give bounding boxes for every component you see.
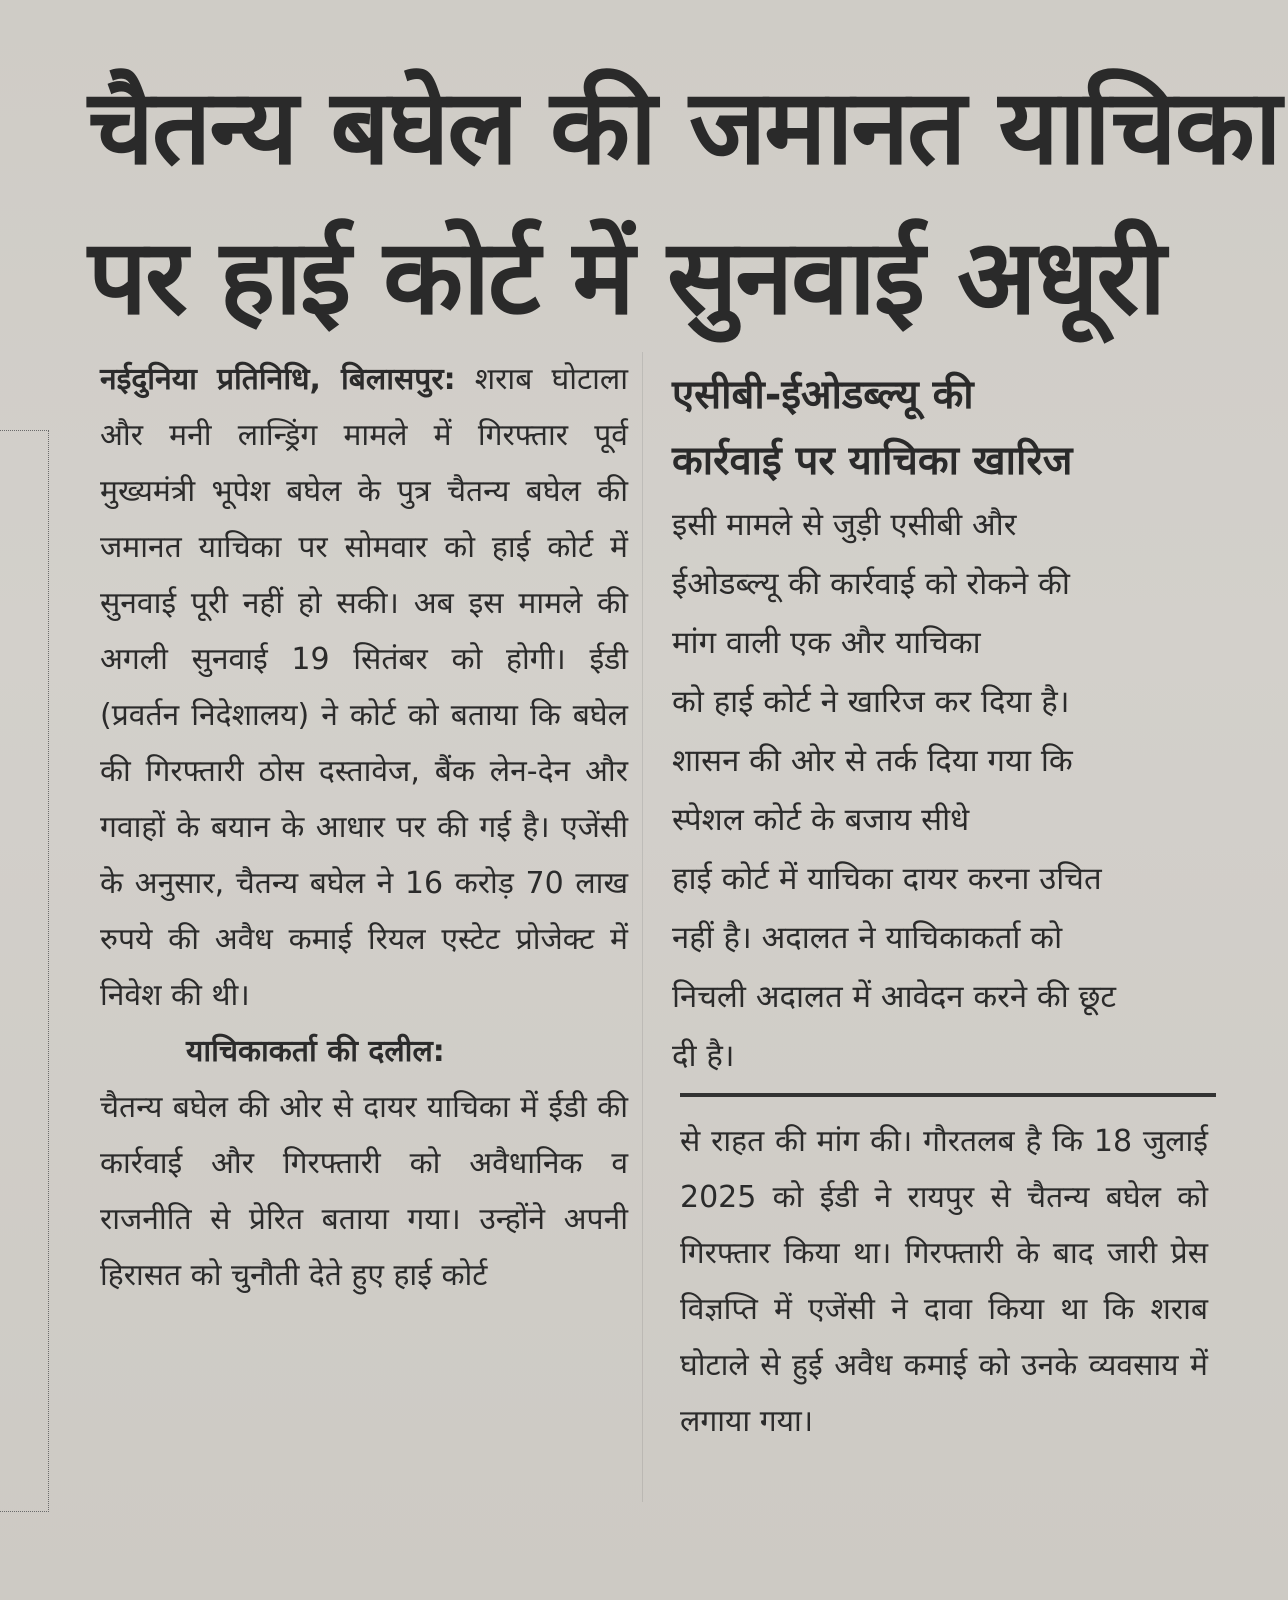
article-subhead: याचिकाकर्ता की दलील: [186, 1034, 445, 1069]
sidebar-body [672, 496, 1208, 1086]
sidebar-title-line-1: एसीबी-ईओडब्ल्यू की [672, 372, 974, 418]
sidebar-title-line-2: कार्रवाई पर याचिका खारिज [672, 438, 1073, 484]
argument-paragraph: चैतन्य बघेल की ओर से दायर याचिका में ईडी की कार्रवाई और गिरफ्तारी को अवैधानिक व राजनीति से प्रेरित बताया गया। उन्होंने अपनी हिरासत को चुनौती देते हुए हाई कोर्ट [100, 1090, 628, 1293]
lead-text: शराब घोटाला और मनी लान्ड्रिंग मामले में गिरफ्तार पूर्व मुख्यमंत्री भूपेश बघेल के पुत्र चैतन्य बघेल की जमानत याचिका पर सोमवार को हाई कोर्ट में सुनवाई पूरी नहीं हो सकी। अब इस मामले की अगली सुनवाई 19 सितंबर को होगी। ईडी (प्रवर्तन निदेशालय) ने कोर्ट को बताया कि बघेल की गिरफ्तारी ठोस दस्तावेज, बैंक लेन-देन और गवाहों के बयान के आधार पर की गई है। एजेंसी के अनुसार, चैतन्य बघेल ने 16 करोड़ 70 लाख रुपये की अवैध कमाई रियल एस्टेट प्रोजेक्ट में निवेश की थी। [100, 362, 628, 1013]
sidebar-line: हाई कोर्ट में याचिका दायर करना उचित [672, 861, 1102, 897]
article-continuation [680, 1114, 1208, 1450]
sidebar-line: स्पेशल कोर्ट के बजाय सीधे [672, 802, 970, 838]
sidebar-line: निचली अदालत में आवेदन करने की छूट [672, 979, 1116, 1015]
sidebar-line: शासन की ओर से तर्क दिया गया कि [672, 743, 1073, 779]
sidebar-title [672, 362, 1212, 494]
headline [88, 52, 1280, 352]
sidebar-line: इसी मामले से जुड़ी एसीबी और [672, 507, 1017, 543]
continuation-paragraph: से राहत की मांग की। गौरतलब है कि 18 जुलाई 2025 को ईडी ने रायपुर से चैतन्य बघेल को गिरफ्तार किया था। गिरफ्तारी के बाद जारी प्रेस विज्ञप्ति में एजेंसी ने दावा किया था कि शराब घोटाले से हुई अवैध कमाई को उनके व्यवसाय में लगाया गया। [680, 1124, 1208, 1439]
sidebar-line: दी है। [672, 1038, 735, 1074]
section-rule [680, 1093, 1216, 1097]
byline: नईदुनिया प्रतिनिधि, बिलासपुर: [100, 362, 456, 397]
sidebar-line: को हाई कोर्ट ने खारिज कर दिया है। [672, 684, 1070, 720]
article-left-column [100, 352, 628, 1304]
headline-line-2: पर हाई कोर्ट में सुनवाई अधूरी [88, 216, 1165, 338]
column-divider [642, 352, 643, 1502]
sidebar-line: मांग वाली एक और याचिका [672, 625, 981, 661]
sidebar-line: नहीं है। अदालत ने याचिकाकर्ता को [672, 920, 1063, 956]
headline-line-1: चैतन्य बघेल की जमानत याचिका [88, 66, 1280, 188]
sidebar-line: ईओडब्ल्यू की कार्रवाई को रोकने की [672, 566, 1070, 602]
article-lead-paragraph [100, 352, 628, 1024]
margin-bracket [0, 430, 49, 1512]
